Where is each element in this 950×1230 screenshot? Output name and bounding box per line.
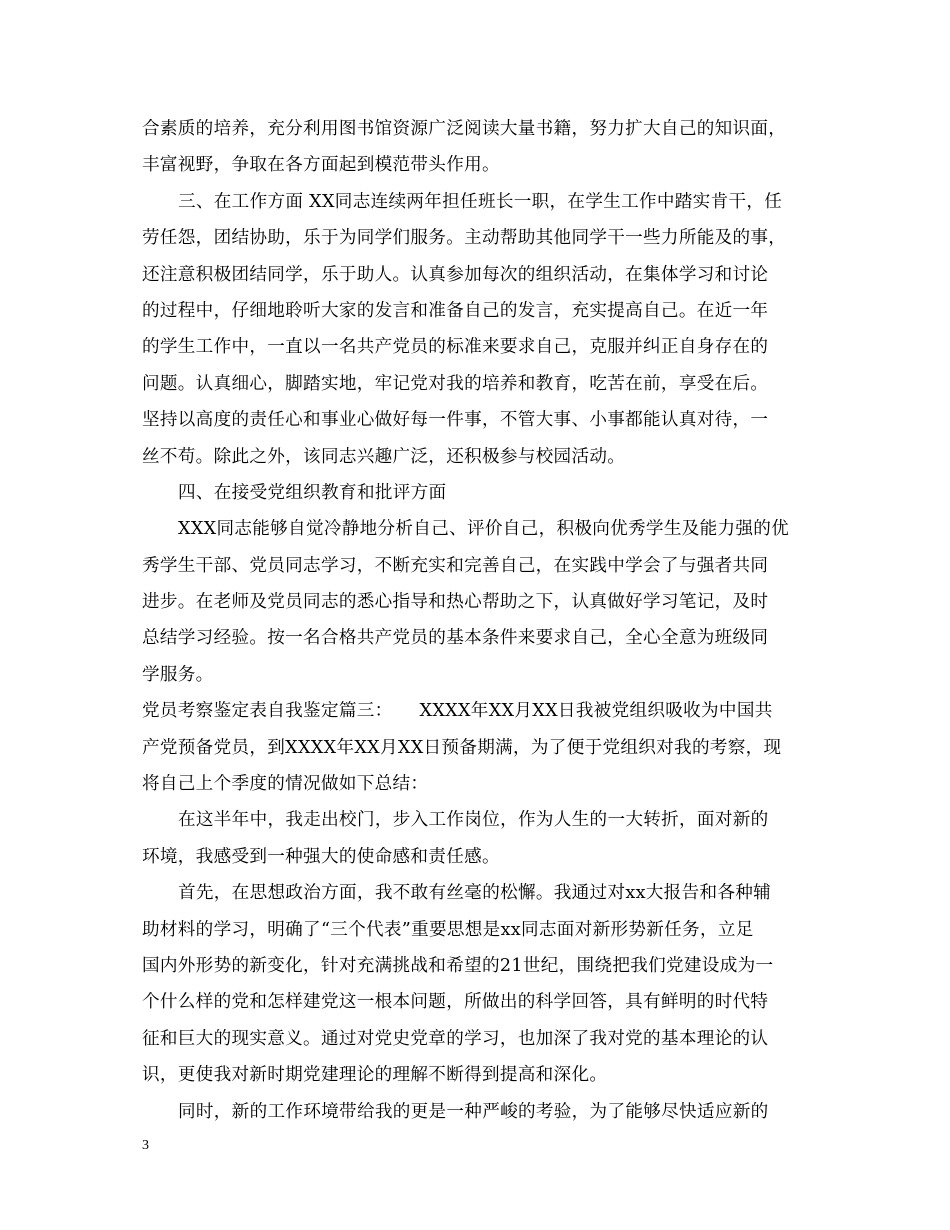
text-line: 秀学生干部、党员同志学习，不断充实和完善自己，在实践中学会了与强者共同 — [142, 555, 769, 576]
text-line: 的学生工作中，一直以一名共产党员的标准来要求自己，克服并纠正自身存在的 — [142, 337, 769, 358]
page-number: 3 — [142, 1138, 149, 1153]
text-line: 环境，我感受到一种强大的使命感和责任感。 — [142, 846, 500, 867]
text-line: 合素质的培养，充分利用图书馆资源广泛阅读大量书籍，努力扩大自己的知识面， — [142, 119, 787, 139]
text-line: 产党预备党员，到XXXX年XX月XX日预备期满，为了便于党组织对我的考察，现 — [142, 737, 782, 758]
text-line: 还注意积极团结同学，乐于助人。认真参加每次的组织活动，在集体学习和讨论 — [142, 264, 769, 285]
text-line: 党员考察鉴定表自我鉴定篇三： XXXX年XX月XX日我被党组织吸收为中国共 — [142, 701, 773, 722]
text-line: 将自己上个季度的情况做如下总结： — [142, 774, 429, 795]
text-line: 问题。认真细心，脚踏实地，牢记党对我的培养和教育，吃苦在前，享受在后。 — [142, 373, 769, 394]
document-body — [142, 111, 812, 1130]
text-line: 在这半年中，我走出校门，步入工作岗位，作为人生的一大转折，面对新的 — [178, 810, 769, 831]
text-line: 坚持以高度的责任心和事业心做好每一件事，不管大事、小事都能认真对待，一 — [142, 410, 769, 431]
text-line: 劳任怨，团结协助，乐于为同学们服务。主动帮助其他同学干一些力所能及的事， — [142, 228, 787, 249]
text-line: 三、在工作方面 XX同志连续两年担任班长一职，在学生工作中踏实肯干，任 — [178, 191, 783, 212]
text-line: 助材料的学习，明确了“三个代表”重要思想是xx同志面对新形势新任务，立足 — [142, 919, 754, 940]
text-line: 丝不苟。除此之外，该同志兴趣广泛，还积极参与校园活动。 — [142, 446, 626, 467]
text-line: 学服务。 — [142, 664, 214, 685]
text-line: 总结学习经验。按一名合格共产党员的基本条件来要求自己，全心全意为班级同 — [142, 628, 769, 649]
text-line: 进步。在老师及党员同志的悉心指导和热心帮助之下，认真做好学习笔记，及时 — [142, 592, 769, 613]
text-line: 个什么样的党和怎样建党这一根本问题，所做出的科学回答，具有鲜明的时代特 — [142, 992, 769, 1013]
text-line: 首先，在思想政治方面，我不敢有丝毫的松懈。我通过对xx大报告和各种辅 — [178, 883, 772, 904]
text-line: 同时，新的工作环境带给我的更是一种严峻的考验，为了能够尽快适应新的 — [178, 1101, 769, 1122]
text-line: 的过程中，仔细地聆听大家的发言和准备自己的发言，充实提高自己。在近一年 — [142, 300, 769, 321]
text-line: 识，更使我对新时期党建理论的理解不断得到提高和深化。 — [142, 1065, 608, 1086]
text-line: 丰富视野，争取在各方面起到模范带头作用。 — [142, 155, 500, 176]
text-line: 征和巨大的现实意义。通过对党史党章的学习，也加深了我对党的基本理论的认 — [142, 1028, 769, 1049]
text-line: 国内外形势的新变化，针对充满挑战和希望的21世纪，围绕把我们党建设成为一 — [142, 955, 774, 976]
text-line: 四、在接受党组织教育和批评方面 — [178, 482, 447, 503]
text-line: XXX同志能够自觉冷静地分析自己、评价自己，积极向优秀学生及能力强的优 — [178, 519, 790, 540]
